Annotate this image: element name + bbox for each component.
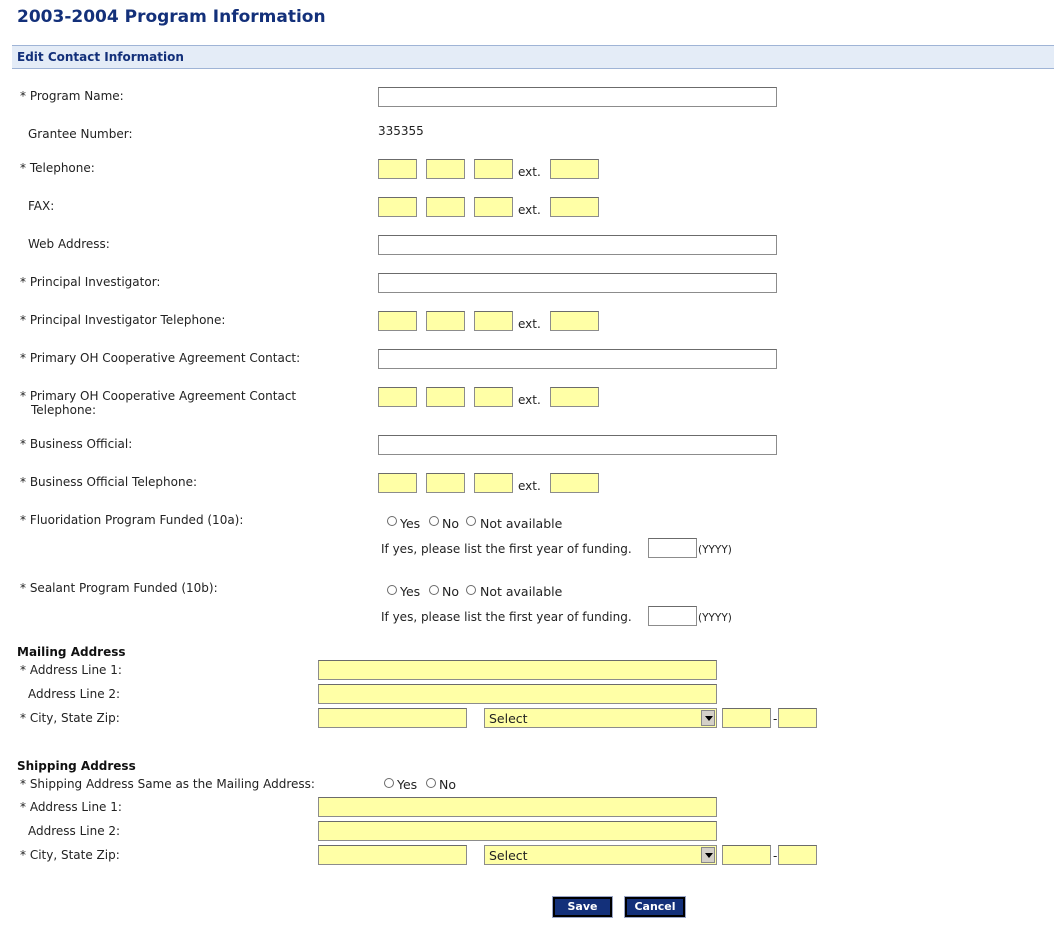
shipping-city-label: * City, State Zip: — [20, 848, 120, 862]
fax-label: FAX: — [28, 199, 55, 213]
sealant-not-available-radio[interactable] — [466, 585, 476, 595]
cancel-button[interactable]: Cancel — [625, 897, 685, 917]
fluoridation-no-radio[interactable] — [429, 516, 439, 526]
pi-telephone-line-input[interactable] — [474, 311, 513, 331]
mailing-zip4-input[interactable] — [778, 708, 817, 728]
telephone-area-input[interactable] — [378, 159, 417, 179]
mailing-zip-input[interactable] — [722, 708, 771, 728]
business-official-label: * Business Official: — [20, 437, 133, 451]
pi-telephone-label: * Principal Investigator Telephone: — [20, 313, 226, 327]
web-address-label: Web Address: — [28, 237, 110, 251]
bo-telephone-ext-input[interactable] — [550, 473, 599, 493]
fluoridation-label: * Fluoridation Program Funded (10a): — [20, 513, 244, 527]
oh-contact-telephone-area-input[interactable] — [378, 387, 417, 407]
page-title: 2003-2004 Program Information — [17, 7, 326, 27]
business-official-input[interactable] — [378, 435, 777, 455]
sealant-no-label: No — [442, 584, 459, 599]
shipping-zip4-input[interactable] — [778, 845, 817, 865]
sealant-year-input[interactable] — [648, 606, 697, 626]
mailing-zip-dash: - — [773, 712, 778, 726]
shipping-same-yes-label: Yes — [397, 777, 418, 792]
grantee-number-label: Grantee Number: — [28, 127, 133, 141]
telephone-ext-input[interactable] — [550, 159, 599, 179]
oh-contact-telephone-ext-label: ext. — [518, 393, 541, 407]
fluoridation-no-label: No — [442, 516, 459, 531]
shipping-same-label: * Shipping Address Same as the Mailing Address: — [20, 777, 315, 791]
mailing-state-select[interactable] — [484, 708, 717, 728]
pi-telephone-area-input[interactable] — [378, 311, 417, 331]
oh-contact-input[interactable] — [378, 349, 777, 369]
fluoridation-year-format: (YYYY) — [698, 544, 732, 556]
fluoridation-yes-label: Yes — [400, 516, 421, 531]
shipping-city-input[interactable] — [318, 845, 467, 865]
pi-telephone-ext-label: ext. — [518, 317, 541, 331]
shipping-zip-dash: - — [773, 849, 778, 863]
fax-ext-input[interactable] — [550, 197, 599, 217]
fax-line-input[interactable] — [474, 197, 513, 217]
fluoridation-funding-hint: If yes, please list the first year of funding. — [381, 542, 632, 556]
oh-contact-telephone-label: * Primary OH Cooperative Agreement Contact — [20, 389, 297, 403]
pi-telephone-ext-input[interactable] — [550, 311, 599, 331]
shipping-zip-input[interactable] — [722, 845, 771, 865]
shipping-line1-label: * Address Line 1: — [20, 800, 122, 814]
chevron-down-icon[interactable] — [701, 710, 715, 726]
bo-telephone-area-input[interactable] — [378, 473, 417, 493]
principal-investigator-input[interactable] — [378, 273, 777, 293]
shipping-same-yes-radio[interactable] — [384, 778, 394, 788]
fluoridation-not-available-label: Not available — [480, 516, 563, 531]
mailing-state-select-value: Select — [489, 711, 528, 726]
shipping-same-no-radio[interactable] — [426, 778, 436, 788]
bo-telephone-prefix-input[interactable] — [426, 473, 465, 493]
fluoridation-yes-radio[interactable] — [387, 516, 397, 526]
chevron-down-icon[interactable] — [701, 847, 715, 863]
section-title: Edit Contact Information — [17, 50, 184, 64]
sealant-yes-label: Yes — [400, 584, 421, 599]
telephone-line-input[interactable] — [474, 159, 513, 179]
telephone-prefix-input[interactable] — [426, 159, 465, 179]
grantee-number-value: 335355 — [378, 124, 424, 138]
bo-telephone-label: * Business Official Telephone: — [20, 475, 198, 489]
sealant-no-radio[interactable] — [429, 585, 439, 595]
sealant-year-format: (YYYY) — [698, 612, 732, 624]
bo-telephone-line-input[interactable] — [474, 473, 513, 493]
pi-telephone-prefix-input[interactable] — [426, 311, 465, 331]
shipping-line2-input[interactable] — [318, 821, 717, 841]
oh-contact-telephone-line-input[interactable] — [474, 387, 513, 407]
mailing-line2-input[interactable] — [318, 684, 717, 704]
shipping-address-heading: Shipping Address — [17, 759, 136, 773]
sealant-funding-hint: If yes, please list the first year of funding. — [381, 610, 632, 624]
principal-investigator-label: * Principal Investigator: — [20, 275, 161, 289]
sealant-not-available-label: Not available — [480, 584, 563, 599]
fluoridation-year-input[interactable] — [648, 538, 697, 558]
telephone-ext-label: ext. — [518, 165, 541, 179]
shipping-line2-label: Address Line 2: — [28, 824, 121, 838]
telephone-label: * Telephone: — [20, 161, 95, 175]
shipping-same-no-label: No — [439, 777, 456, 792]
sealant-yes-radio[interactable] — [387, 585, 397, 595]
fax-prefix-input[interactable] — [426, 197, 465, 217]
fluoridation-not-available-radio[interactable] — [466, 516, 476, 526]
program-name-label: * Program Name: — [20, 89, 124, 103]
oh-contact-label: * Primary OH Cooperative Agreement Contact: — [20, 351, 301, 365]
save-button[interactable]: Save — [553, 897, 612, 917]
fax-ext-label: ext. — [518, 203, 541, 217]
shipping-line1-input[interactable] — [318, 797, 717, 817]
shipping-state-select[interactable] — [484, 845, 717, 865]
section-header — [12, 45, 1054, 69]
oh-contact-telephone-ext-input[interactable] — [550, 387, 599, 407]
program-name-input[interactable] — [378, 87, 777, 107]
oh-contact-telephone-prefix-input[interactable] — [426, 387, 465, 407]
bo-telephone-ext-label: ext. — [518, 479, 541, 493]
mailing-line1-label: * Address Line 1: — [20, 663, 122, 677]
oh-contact-telephone-label-line2: Telephone: — [31, 403, 96, 417]
sealant-label: * Sealant Program Funded (10b): — [20, 581, 218, 595]
mailing-city-input[interactable] — [318, 708, 467, 728]
mailing-line2-label: Address Line 2: — [28, 687, 121, 701]
mailing-address-heading: Mailing Address — [17, 645, 126, 659]
mailing-city-label: * City, State Zip: — [20, 711, 120, 725]
fax-area-input[interactable] — [378, 197, 417, 217]
shipping-state-select-value: Select — [489, 848, 528, 863]
mailing-line1-input[interactable] — [318, 660, 717, 680]
web-address-input[interactable] — [378, 235, 777, 255]
